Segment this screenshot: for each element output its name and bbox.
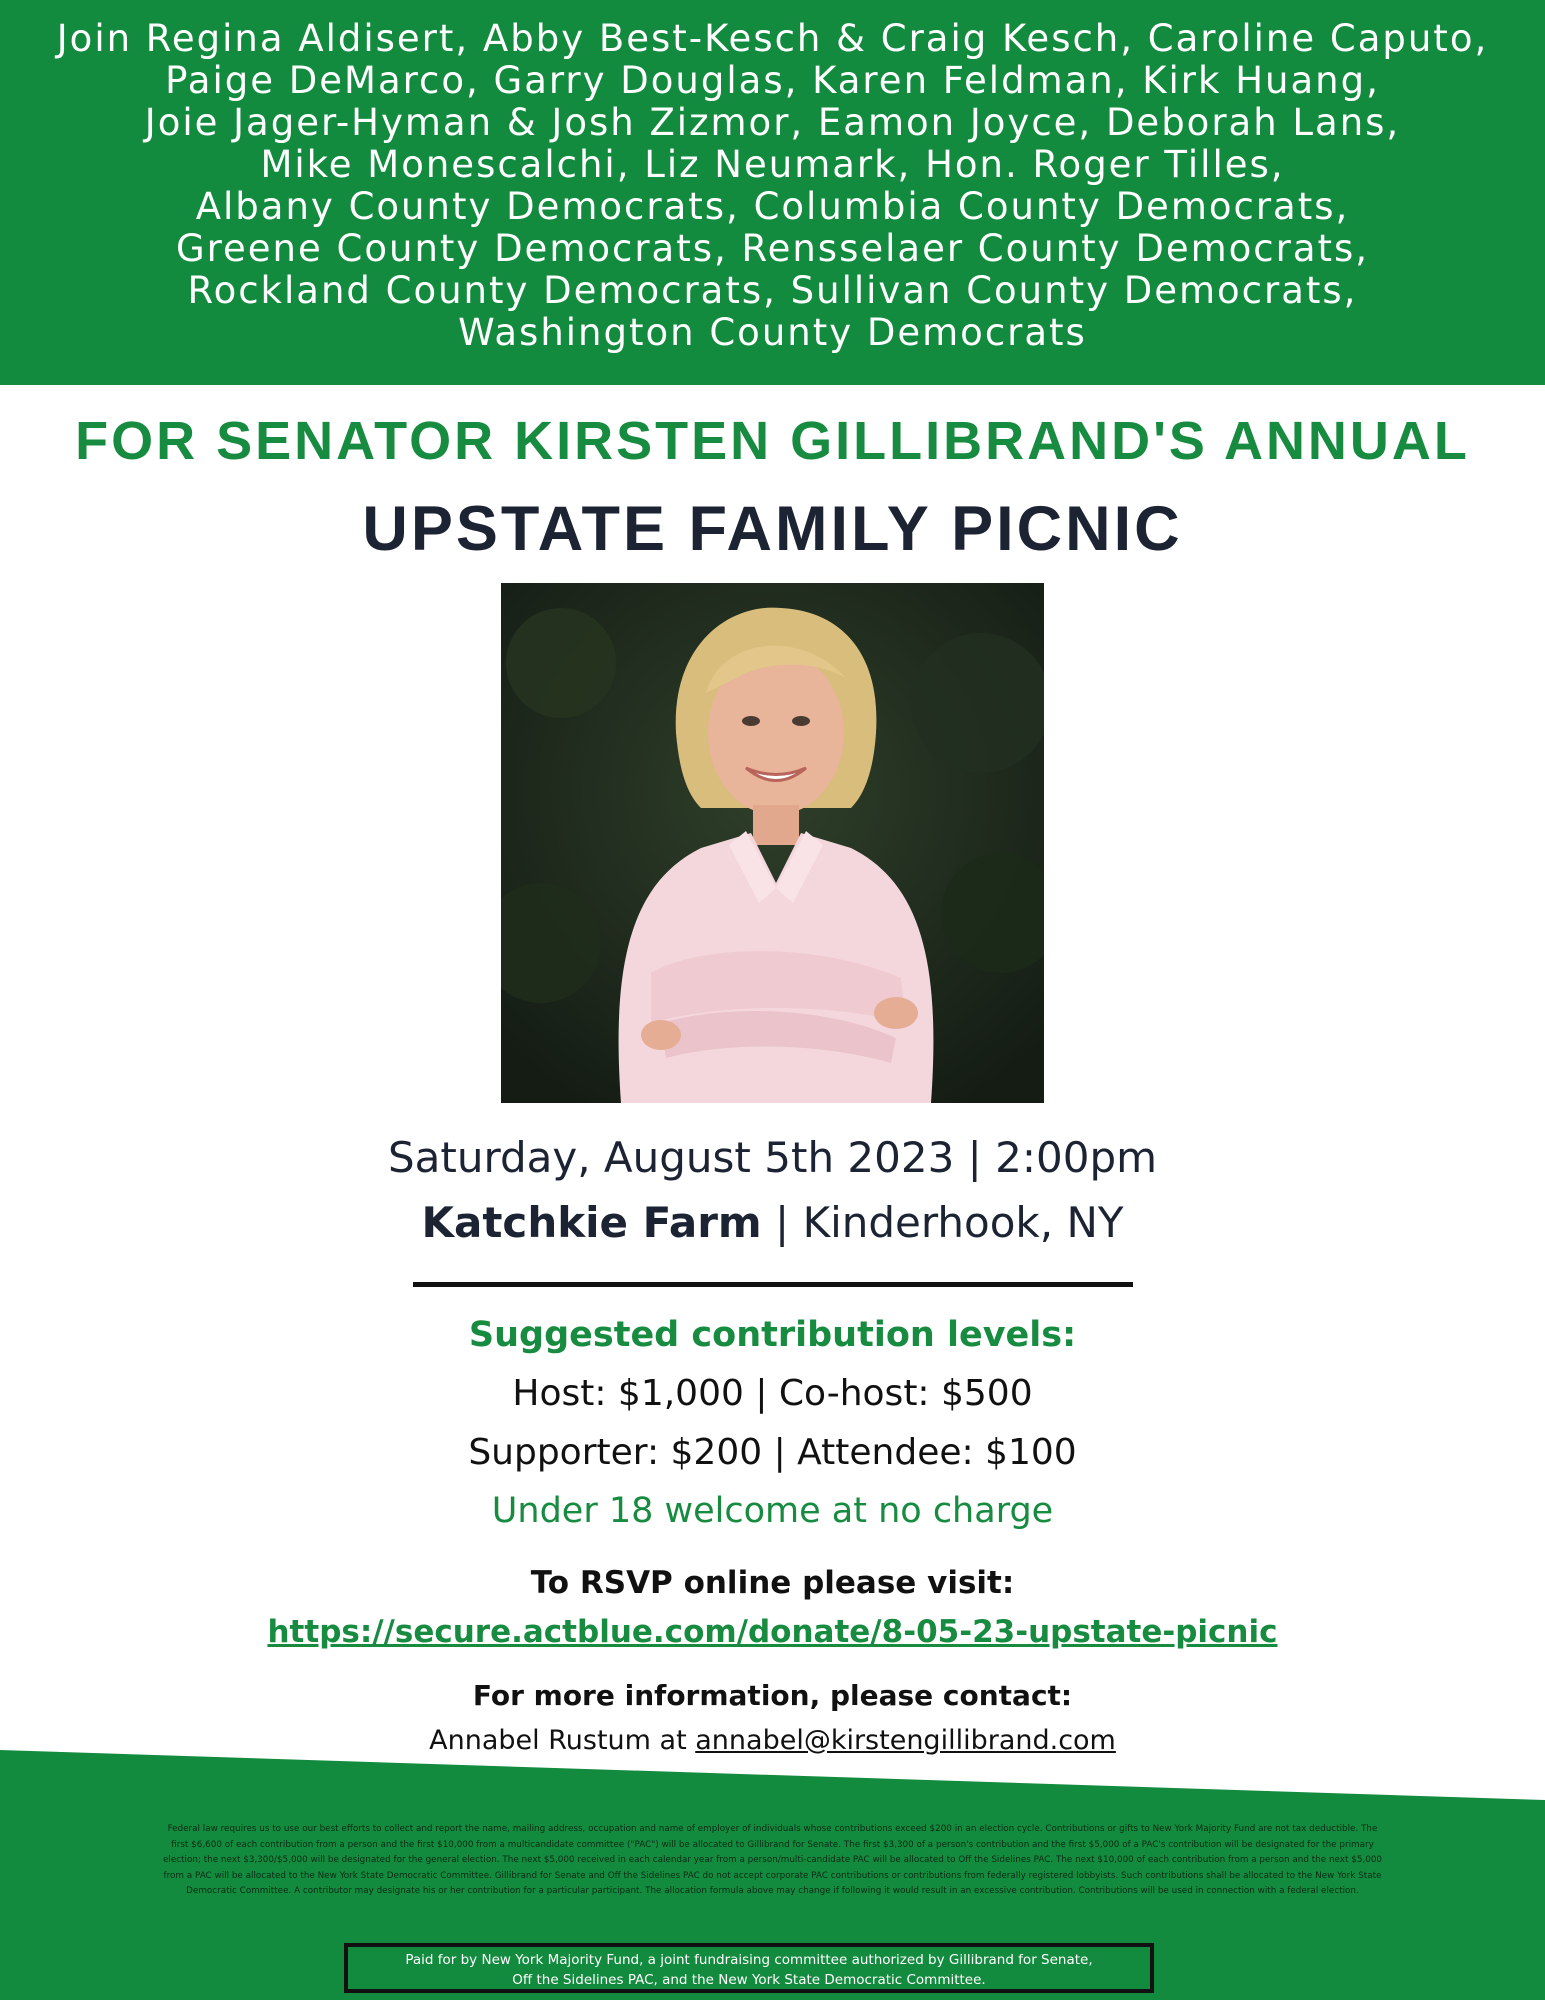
rsvp-link[interactable]: https://secure.actblue.com/donate/8-05-23-upstate-picnic [267,1614,1278,1650]
host-line: Rockland County Democrats, Sullivan County Democrats, [187,269,1358,312]
host-line: Mike Monescalchi, Liz Neumark, Hon. Roger Tilles, [260,143,1285,186]
paid-for-by-box [344,1943,1154,1993]
legal-disclaimer: Federal law requires us to use our best efforts to collect and report the name, mailing address, occupation and name of employer of individuals whose contributions exceed $200 in an election cycle. Contributions or gifts to New York Majority Fund are not tax deductible. The first $6,600 of each contribution from a person and the first $10,000 from a multicandidate committee ("PAC") will be allocated to Gillibrand for Senate. The first $3,300 of a person's contribution and the first $5,000 of a PAC's contribution will be designated for the primary election; the next $3,300/$5,000 will be designated for the general election. The next $5,000 received in each calendar year from a person/multi-candidate PAC will be allocated to Off the Sidelines PAC. The next $10,000 of each contribution from a person and the next $5,000 from a PAC will be allocated to the New York State Democratic Committee. Gillibrand for Senate and Off the Sidelines PAC do not accept corporate PAC contributions or contributions from federally registered lobbyists. Such contributions shall be allocated to the New York State Democratic Committee. A contributor may designate his or her contribution for a particular participant. The allocation formula above may change if following it would result in an excessive contribution. Contributions will be used in connection with a federal election. [162,1824,1383,1897]
host-line: Join Regina Aldisert, Abby Best-Kesch & Craig Kesch, Caroline Caputo, [56,17,1489,60]
under-18-note: Under 18 welcome at no charge [491,1491,1054,1531]
portrait-illustration [501,583,1044,1103]
host-line: Washington County Democrats [458,311,1087,354]
contact-email-link[interactable]: annabel@kirstengillibrand.com [695,1725,1116,1756]
section-divider [413,1282,1133,1287]
venue-separator: | [761,1198,803,1247]
host-line: Paige DeMarco, Garry Douglas, Karen Feldman, Kirk Huang, [165,59,1380,102]
contribution-levels-host: Host: $1,000 | Co-host: $500 [512,1373,1033,1414]
contact-prefix: Annabel Rustum at [429,1725,696,1756]
paid-for-line: Paid for by New York Majority Fund, a joint fundraising committee authorized by Gillibrand for Senate, [405,1952,1093,1968]
host-line: Albany County Democrats, Columbia County Democrats, [195,185,1350,228]
host-committee-list [0,18,1545,354]
event-venue [0,1198,1545,1247]
rsvp-heading: To RSVP online please visit: [530,1565,1015,1601]
contact-line [0,1725,1545,1756]
event-date-time: Saturday, August 5th 2023 | 2:00pm [387,1133,1158,1182]
contribution-heading: Suggested contribution levels: [468,1315,1077,1355]
host-line: Greene County Democrats, Rensselaer County Democrats, [175,227,1370,270]
senator-portrait-photo [501,583,1044,1103]
venue-location: Kinderhook, NY [802,1198,1124,1247]
contact-heading: For more information, please contact: [472,1679,1073,1712]
venue-name: Katchkie Farm [421,1198,762,1247]
event-title: UPSTATE FAMILY PICNIC [362,494,1183,564]
paid-for-line: Off the Sidelines PAC, and the New York State Democratic Committee. [512,1972,986,1988]
contribution-levels-supporter: Supporter: $200 | Attendee: $100 [468,1432,1077,1473]
host-line: Joie Jager-Hyman & Josh Zizmor, Eamon Joyce, Deborah Lans, [144,101,1401,144]
event-subtitle: FOR SENATOR KIRSTEN GILLIBRAND'S ANNUAL [75,411,1470,471]
